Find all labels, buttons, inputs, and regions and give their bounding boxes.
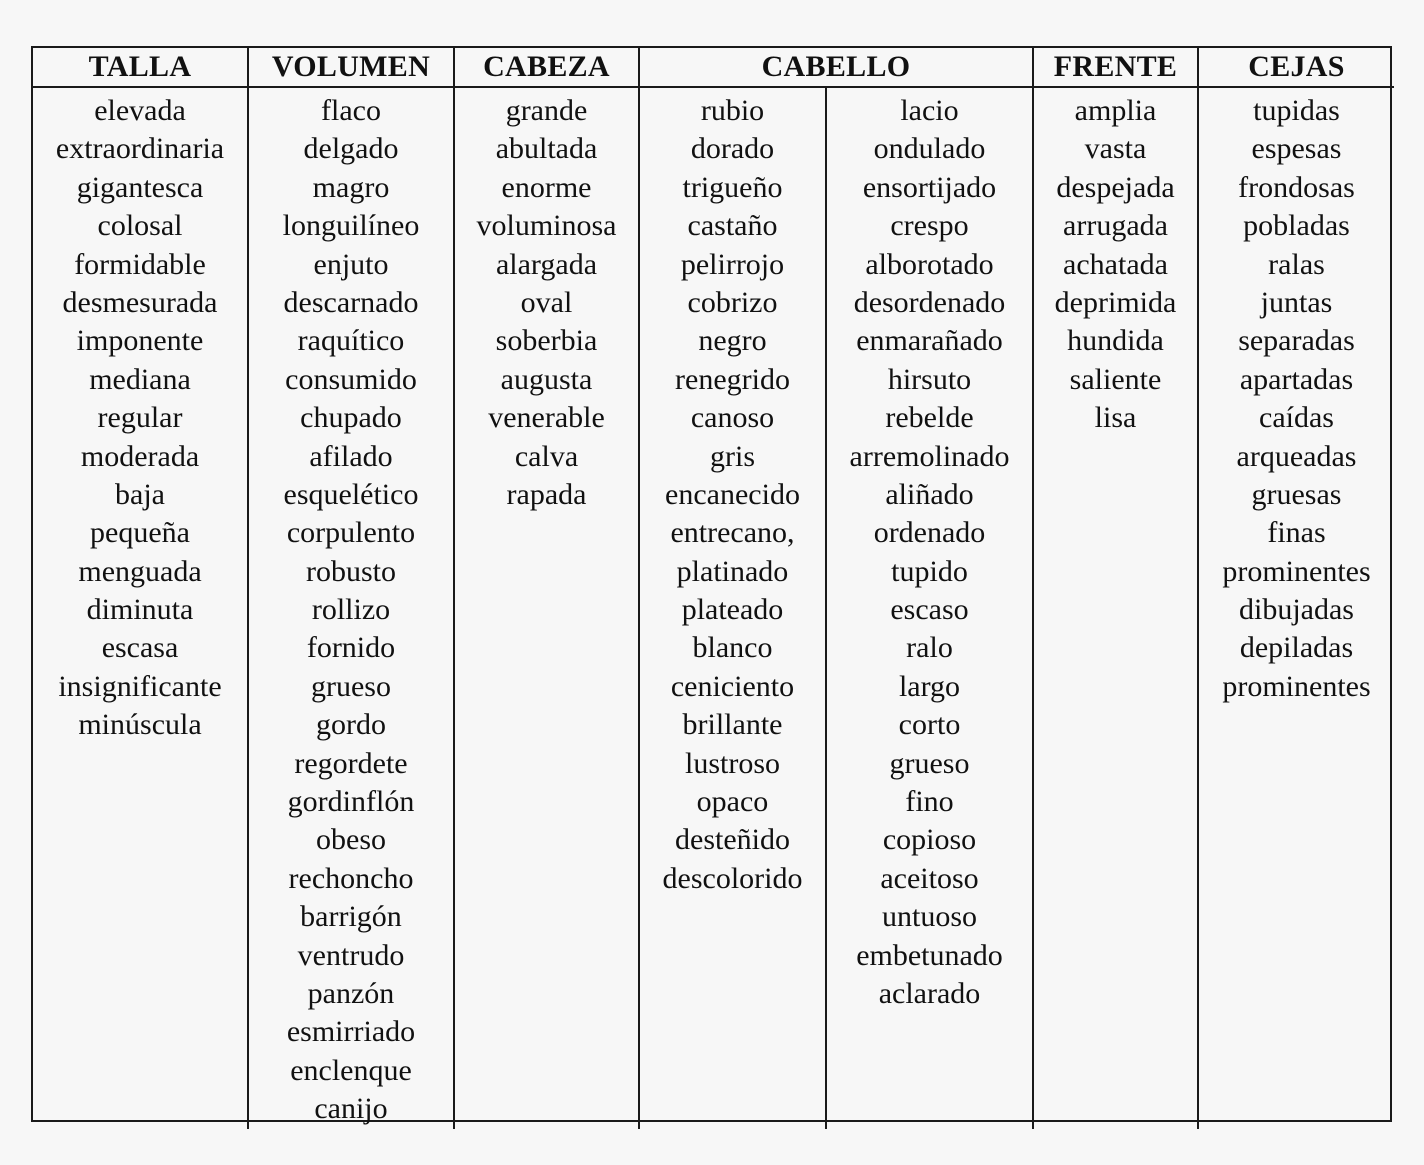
word-item: lustroso (684, 746, 780, 780)
header-row (33, 48, 1394, 87)
word-item: formidable (74, 247, 206, 281)
cabeza-word-list (455, 92, 638, 514)
word-item: cobrizo (687, 285, 778, 319)
body-row (33, 87, 1394, 1129)
word-item: esquelético (283, 477, 419, 511)
word-item: rapada (506, 477, 587, 511)
column-cabello-color (639, 87, 826, 1129)
word-item: enorme (501, 170, 592, 204)
word-item: dibujadas (1239, 593, 1354, 627)
word-item: rebelde (885, 401, 974, 435)
word-item: baja (115, 477, 165, 511)
word-item: lisa (1094, 401, 1137, 435)
header-cabello: CABELLO (639, 48, 1033, 87)
word-item: pelirrojo (680, 247, 785, 281)
word-item: crespo (890, 209, 969, 243)
word-item: desmesurada (62, 285, 218, 319)
word-item: consumido (285, 362, 417, 396)
cabello-color-word-list (640, 92, 825, 898)
word-item: chupado (300, 401, 402, 435)
word-item: apartadas (1239, 362, 1354, 396)
word-item: fornido (306, 631, 396, 665)
column-talla (33, 87, 248, 1129)
word-item: escaso (890, 593, 969, 627)
cejas-word-list (1199, 92, 1394, 706)
word-item: frondosas (1238, 170, 1355, 204)
column-cabeza (454, 87, 639, 1129)
word-item: obeso (316, 823, 386, 857)
word-item: grueso (889, 746, 970, 780)
word-item: castaño (687, 209, 778, 243)
word-item: lacio (900, 94, 959, 127)
word-item: alborotado (865, 247, 994, 281)
word-item: moderada (80, 439, 200, 473)
column-cejas (1198, 87, 1394, 1129)
word-item: despejada (1056, 170, 1175, 204)
word-item: grueso (311, 669, 391, 703)
word-item: regordete (294, 746, 408, 780)
word-item: aceitoso (880, 861, 979, 895)
word-item: ordenado (873, 516, 986, 550)
word-item: longuilíneo (282, 209, 420, 243)
word-item: ralas (1268, 247, 1325, 281)
word-item: gordo (316, 708, 386, 742)
header-talla: TALLA (33, 48, 248, 87)
frente-word-list (1034, 92, 1197, 438)
word-item: ceniciento (670, 669, 795, 703)
header-frente: FRENTE (1033, 48, 1198, 87)
word-item: platinado (676, 554, 789, 588)
word-item: ensortijado (862, 170, 997, 204)
word-item: largo (898, 669, 961, 703)
word-item: rubio (700, 94, 765, 127)
word-item: diminuta (86, 593, 194, 627)
word-item: aclarado (878, 976, 981, 1010)
word-item: alargada (495, 247, 598, 281)
word-item: abultada (495, 132, 598, 166)
volumen-word-list (249, 92, 453, 1129)
word-item: gigantesca (76, 170, 204, 204)
word-item: regular (97, 401, 183, 435)
word-item: descarnado (283, 285, 419, 319)
column-cabello-tipo (826, 87, 1033, 1129)
word-item: grande (505, 94, 588, 127)
word-item: dorado (690, 132, 775, 166)
word-item: menguada (78, 554, 202, 588)
word-item: blanco (692, 631, 773, 665)
talla-word-list (33, 92, 247, 745)
word-item: delgado (303, 132, 399, 166)
word-item: arqueadas (1236, 439, 1357, 473)
word-item: oval (520, 285, 573, 319)
word-item: mediana (89, 362, 191, 396)
word-item: opaco (696, 785, 769, 819)
word-item: pequeña (90, 516, 190, 550)
vocabulary-table-frame (31, 46, 1392, 1126)
word-item: plateado (681, 593, 784, 627)
word-item: barrigón (300, 900, 402, 934)
word-item: venerable (488, 401, 605, 435)
word-item: prominentes (1222, 669, 1371, 703)
word-item: magro (312, 170, 390, 204)
word-item: augusta (500, 362, 593, 396)
word-item: robusto (306, 554, 396, 588)
word-item: aliñado (885, 477, 974, 511)
word-item: extraordinaria (55, 132, 225, 166)
word-item: separadas (1238, 324, 1355, 358)
word-item: hundida (1067, 324, 1164, 358)
word-item: insignificante (58, 669, 222, 703)
word-item: arrugada (1063, 209, 1168, 243)
word-item: hirsuto (887, 362, 972, 396)
word-item: corpulento (286, 516, 416, 550)
word-item: elevada (94, 94, 186, 127)
column-frente (1033, 87, 1198, 1129)
word-item: copioso (882, 823, 977, 857)
header-cabeza: CABEZA (454, 48, 639, 87)
word-item: gris (710, 439, 755, 473)
word-item: ondulado (873, 132, 986, 166)
word-item: saliente (1069, 362, 1162, 396)
word-item: deprimida (1054, 285, 1177, 319)
word-item: enmarañado (856, 324, 1003, 358)
word-item: finas (1267, 516, 1326, 550)
word-item: amplia (1074, 94, 1157, 127)
word-item: colosal (97, 209, 183, 243)
word-item: panzón (307, 976, 395, 1010)
cabello-tipo-word-list (827, 92, 1032, 1013)
word-item: prominentes (1222, 554, 1371, 588)
word-item: untuoso (881, 900, 977, 934)
word-item: desteñido (675, 823, 790, 857)
header-cejas: CEJAS (1198, 48, 1394, 87)
word-item: desordenado (853, 285, 1006, 319)
word-item: gruesas (1251, 477, 1342, 511)
word-item: tupidas (1253, 94, 1340, 127)
word-item: rechoncho (288, 861, 414, 895)
word-item: enjuto (313, 247, 389, 281)
word-item: renegrido (675, 362, 790, 396)
word-item: flaco (321, 94, 381, 127)
word-item: canijo (314, 1092, 388, 1126)
word-item: encanecido (665, 477, 800, 511)
word-item: depiladas (1239, 631, 1354, 665)
word-item: afilado (309, 439, 393, 473)
word-item: vasta (1084, 132, 1147, 166)
word-item: entrecano, (670, 516, 795, 550)
word-item: ventrudo (297, 938, 405, 972)
word-item: descolorido (662, 861, 803, 895)
word-item: brillante (682, 708, 783, 742)
word-item: minúscula (78, 708, 202, 742)
word-item: corto (898, 708, 961, 742)
word-item: negro (698, 324, 767, 358)
word-item: tupido (891, 554, 968, 588)
word-item: ralo (906, 631, 953, 665)
word-item: caídas (1259, 401, 1334, 435)
word-item: gordinflón (287, 785, 415, 819)
word-item: enclenque (290, 1053, 412, 1087)
vocabulary-table (33, 48, 1394, 1129)
word-item: embetunado (856, 938, 1003, 972)
header-volumen: VOLUMEN (248, 48, 454, 87)
word-item: esmirriado (286, 1015, 416, 1049)
word-item: fino (905, 785, 954, 819)
word-item: rollizo (311, 593, 391, 627)
word-item: calva (514, 439, 579, 473)
word-item: espesas (1251, 132, 1342, 166)
word-item: arremolinado (849, 439, 1010, 473)
column-volumen (248, 87, 454, 1129)
word-item: canoso (690, 401, 775, 435)
word-item: pobladas (1243, 209, 1350, 243)
word-item: achatada (1063, 247, 1168, 281)
word-item: escasa (101, 631, 179, 665)
word-item: raquítico (297, 324, 405, 358)
word-item: imponente (76, 324, 204, 358)
word-item: juntas (1260, 285, 1333, 319)
word-item: trigueño (682, 170, 783, 204)
word-item: voluminosa (476, 209, 617, 243)
word-item: soberbia (495, 324, 598, 358)
